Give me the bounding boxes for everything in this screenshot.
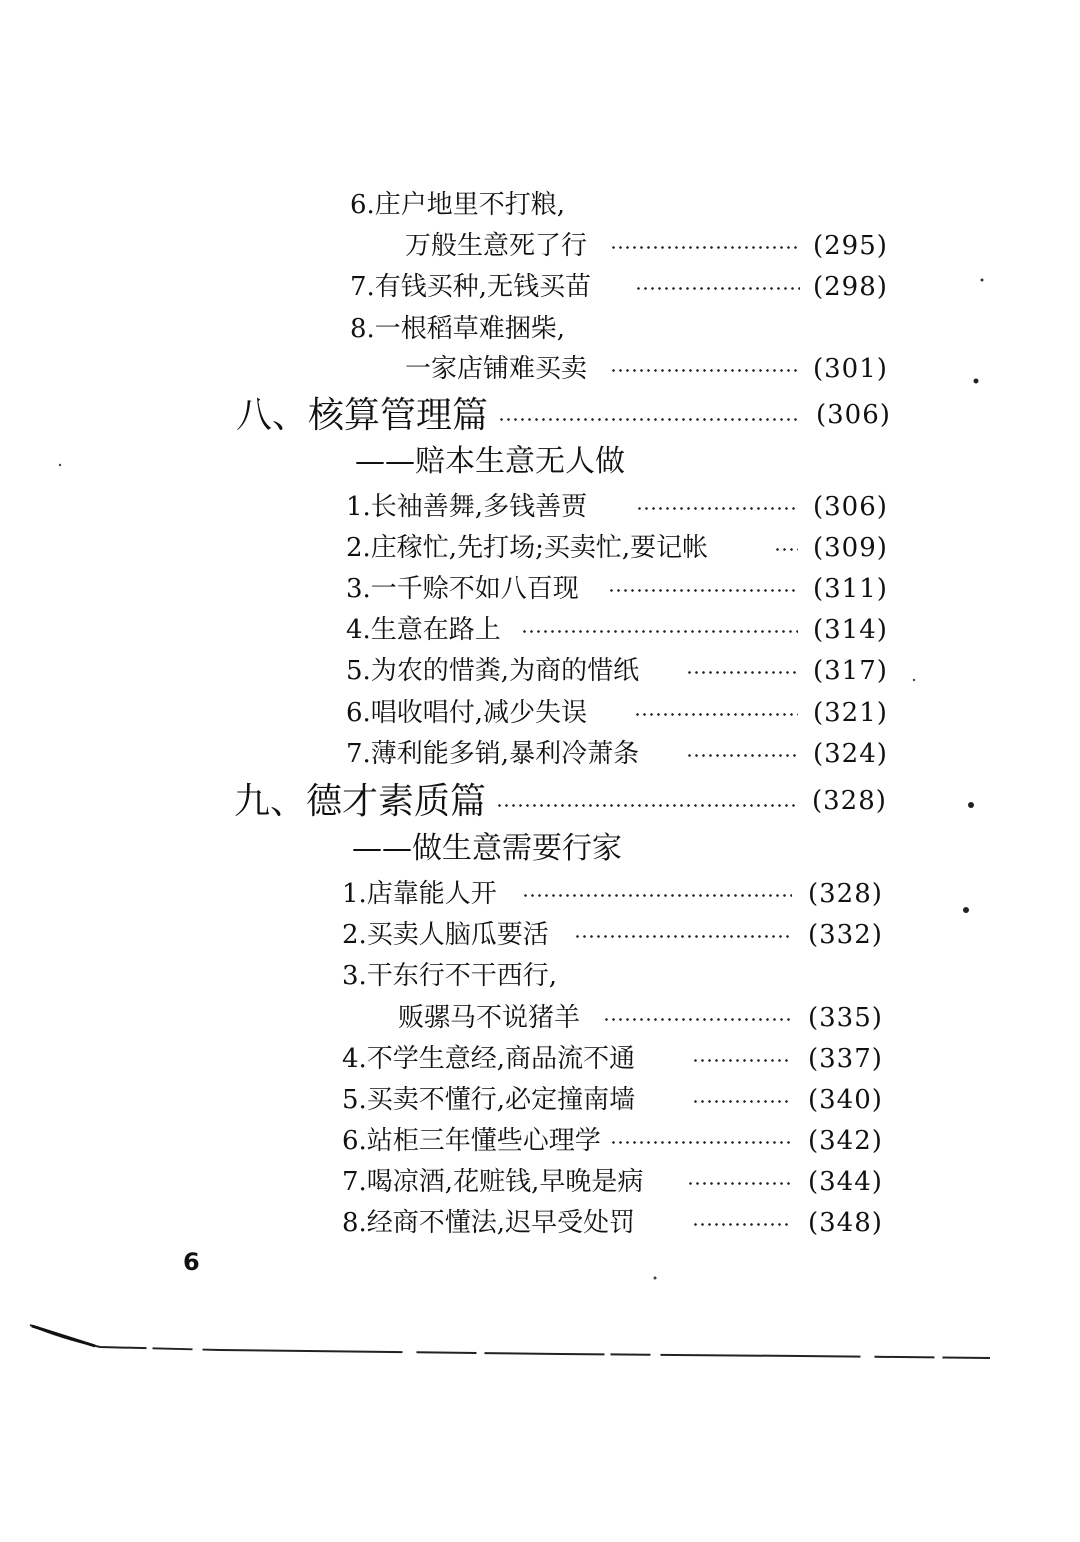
section-page: (306) <box>816 400 891 430</box>
toc-entry-label: 万般生意死了行 <box>405 231 588 261</box>
toc-entry-label: 8.一根稻草难捆柴, <box>350 314 566 344</box>
toc-entry-page: (332) <box>808 920 883 950</box>
toc-entry-page: (328) <box>808 879 883 909</box>
toc-entry-label: 4.不学生意经,商品流不通 <box>342 1044 636 1074</box>
section-page: (328) <box>812 786 887 816</box>
toc-entry-label: 一家店铺难买卖 <box>405 354 588 384</box>
toc-entry-label: 5.买卖不懂行,必定撞南墙 <box>342 1085 636 1115</box>
toc-entry-page: (317) <box>813 656 888 686</box>
toc-entry-page: (314) <box>813 615 888 645</box>
toc-entry-page: (344) <box>808 1167 883 1197</box>
toc-entry-label: 8.经商不懂法,迟早受处罚 <box>342 1208 636 1238</box>
toc-entry-page: (348) <box>808 1208 883 1238</box>
toc-entry-page: (342) <box>808 1126 883 1156</box>
toc-entry-page: (340) <box>808 1085 883 1115</box>
toc-entry-label: 6.唱收唱付,减少失误 <box>346 698 588 728</box>
toc-entry-page: (335) <box>808 1003 883 1033</box>
toc-entry-page: (295) <box>813 231 888 261</box>
toc-entry-label: 4.生意在路上 <box>346 615 501 645</box>
toc-entry-label: 6.站柜三年懂些心理学 <box>342 1126 601 1156</box>
toc-entry-page: (309) <box>813 533 888 563</box>
toc-entry-page: (301) <box>813 354 888 384</box>
section-title: 九、德才素质篇 <box>234 781 487 822</box>
toc-entry-label: 7.喝凉酒,花赃钱,早晚是病 <box>342 1167 644 1197</box>
toc-entry-page: (311) <box>813 574 888 604</box>
toc-entry-label: 5.为农的惜粪,为商的惜纸 <box>346 656 640 686</box>
toc-entry-page: (324) <box>813 739 888 769</box>
toc-entry-label: 2.庄稼忙,先打场;买卖忙,要记帐 <box>346 533 709 563</box>
toc-entry-label: 2.买卖人脑瓜要活 <box>342 920 549 950</box>
section-title: 八、核算管理篇 <box>236 395 489 436</box>
toc-entry-label: 3.一千赊不如八百现 <box>346 574 579 604</box>
toc-entry-page: (306) <box>813 492 888 522</box>
toc-entry-page: (337) <box>808 1044 883 1074</box>
toc-entry-page: (298) <box>813 272 888 302</box>
toc-entry-label: 贩骡马不说猪羊 <box>398 1003 581 1033</box>
toc-entry-label: 7.有钱买种,无钱买苗 <box>350 272 592 302</box>
toc-entry-page: (321) <box>813 698 888 728</box>
toc-entry-label: 3.干东行不干西行, <box>342 961 558 991</box>
toc-entry-label: 7.薄利能多销,暴利冷萧条 <box>346 739 640 769</box>
section-subtitle: ——赔本生意无人做 <box>355 444 625 479</box>
toc-entry-label: 6.庄户地里不打粮, <box>350 190 566 220</box>
page-number: 6 <box>183 1248 200 1276</box>
toc-entry-label: 1.店靠能人开 <box>342 879 497 909</box>
toc-entry-label: 1.长袖善舞,多钱善贾 <box>346 492 588 522</box>
section-subtitle: ——做生意需要行家 <box>352 831 622 866</box>
